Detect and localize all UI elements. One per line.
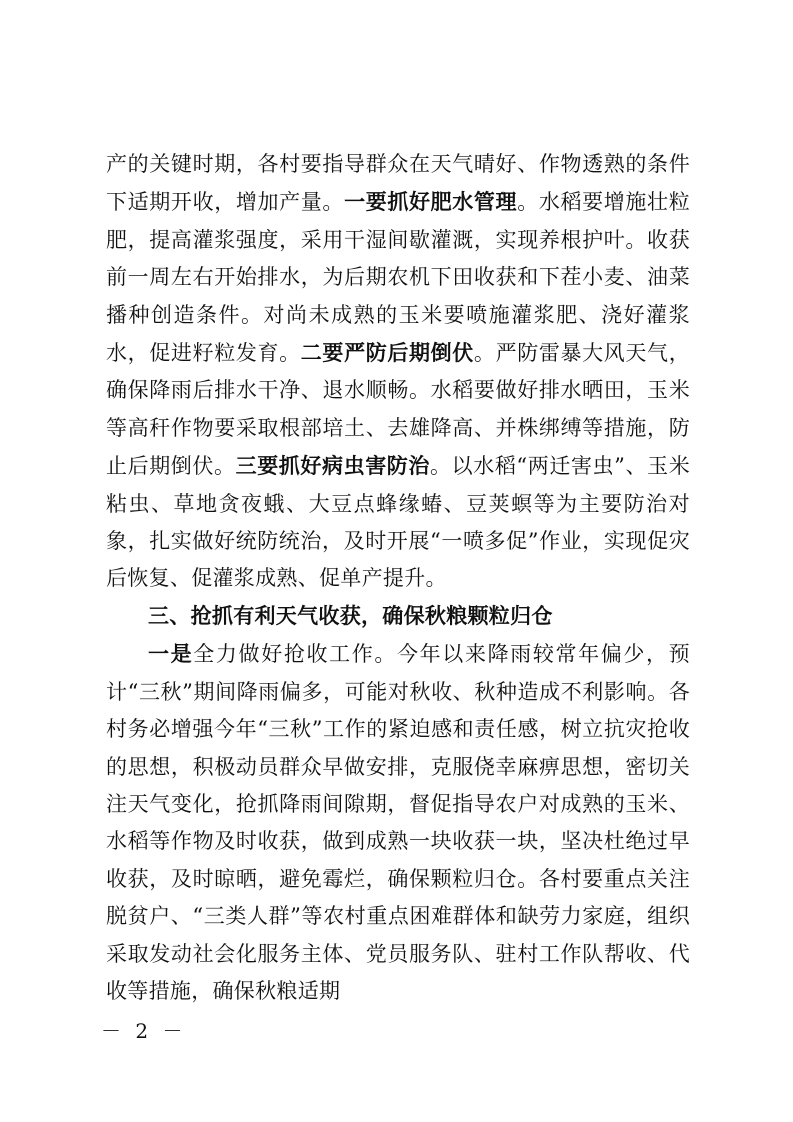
document-body [106,146,690,1010]
paragraph-text: 全力做好抢收工作。今年以来降雨较常年偏少，预计“三秋”期间降雨偏多，可能对秋收、秋种造成不利影响。各村务必增强今年“三秋”工作的紧迫感和责任感，树立抗灾抢收的思想，积极动员群众早做安排，克服侥幸麻痹思想，密切关注天气变化，抢抓降雨间隙期，督促指导农户对成熟的玉米、水稻等作物及时收获，做到成熟一块收获一块，坚决杜绝过早收获，及时晾晒，避免霉烂，确保颗粒归仓。各村要重点关注脱贫户、“三类人群”等农村重点困难群体和缺劳力家庭，组织采取发动社会化服务主体、党员服务队、驻村工作队帮收、代收等措施，确保秋粮适期 [106,642,690,1003]
emphasis-lodging-prevention: 二要严防后期倒伏 [300,340,474,366]
emphasis-first: 一是 [148,641,194,667]
paragraph-text: 。严防雷暴大风天气，确保降雨后排水干净、退水顺畅。水稻要做好排水晒田，玉米等高秆作物要采取根部培土、去雄降高、并株绑缚等措施，防止后期倒伏。 [106,341,690,479]
paragraph-text: 产的关键时期，各村要指导群众在天气晴好、作物透熟的条件下适期开收，增加产量。 [106,152,690,215]
paragraph-text: 。以水稻“两迁害虫”、玉米粘虫、草地贪夜蛾、大豆点蜂缘蝽、豆荚螟等为主要防治对象，扎实做好统防统治，及时开展“一喷多促”作业，实现促灾后恢复、促灌浆成熟、促单产提升。 [106,454,690,591]
paragraph-crop-management [106,146,690,598]
section-heading: 三、抢抓有利天气收获，确保秋粮颗粒归仓 [148,603,553,628]
page-number: － 2 － [101,1019,187,1043]
emphasis-fertilizer-water: 一要抓好肥水管理 [344,189,518,215]
paragraph-harvest [106,635,690,1010]
paragraph-text: 。水稻要增施壮粒肥，提高灌浆强度，采用干湿间歇灌溉，实现养根护叶。收获前一周左右开始排水，为后期农机下田收获和下茬小麦、油菜播种创造条件。对尚未成熟的玉米要喷施灌浆肥、浇好灌浆水，促进籽粒发育。 [106,190,690,366]
emphasis-pest-control: 三要抓好病虫害防治 [235,453,431,479]
